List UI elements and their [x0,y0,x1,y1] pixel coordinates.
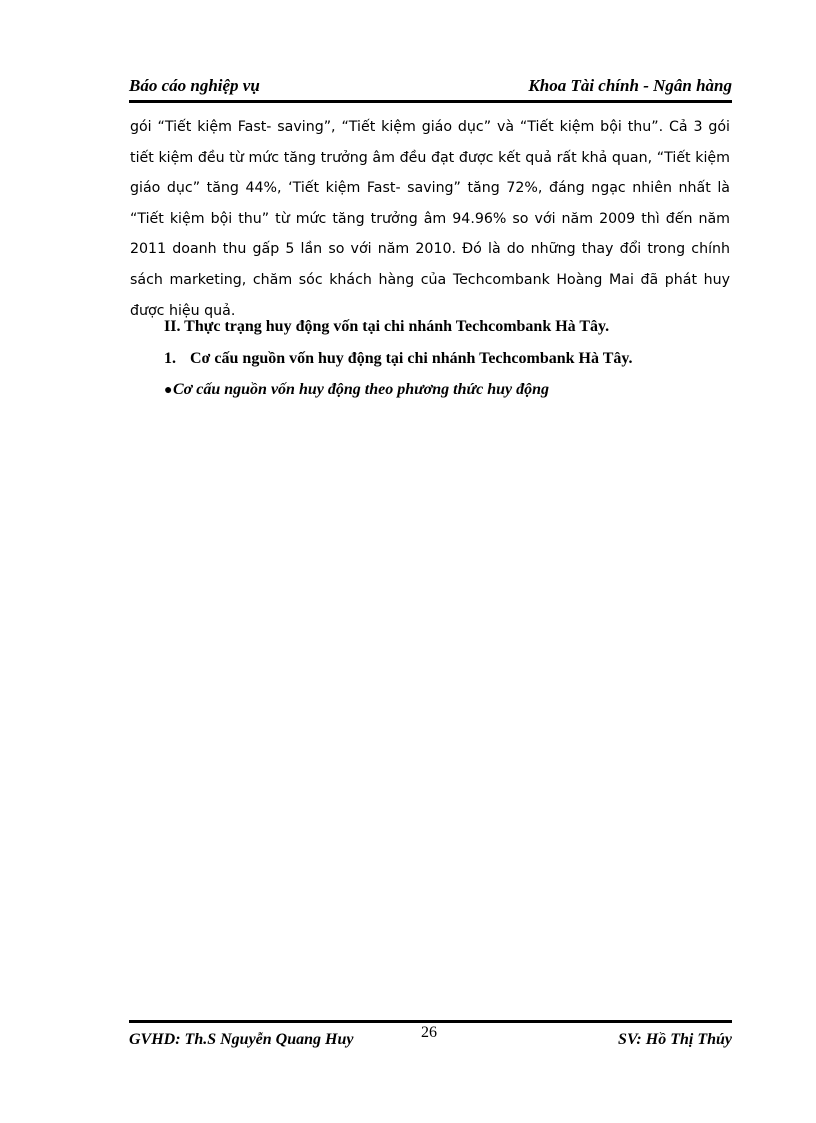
page-number: 26 [421,1024,437,1041]
section-heading: II. Thực trạng huy động vốn tại chi nhánh Techcombank Hà Tây. [164,318,610,335]
subsection-title: Cơ cấu nguồn vốn huy động tại chi nhánh Techcombank Hà Tây. [190,350,633,367]
page-header [129,70,732,101]
subsection-number: 1. [164,350,176,367]
body-paragraph: gói “Tiết kiệm Fast- saving”, “Tiết kiệm giáo dục” và “Tiết kiệm bội thu”. Cả 3 gói tiết kiệm đều từ mức tăng trưởng âm đều đạt được kết quả rất khả quan, “Tiết kiệm giáo dục” tăng 44%, ‘Tiết kiệm Fast- saving” tăng 72%, đáng ngạc nhiên nhất là “Tiết kiệm bội thu” từ mức tăng trưởng âm 94.96% so với năm 2009 thì đến năm 2011 doanh thu gấp 5 lần so với năm 2010. Đó là do những thay đổi trong chính sách marketing, chăm sóc khách hàng của Techcombank Hoàng Mai đã phát huy được hiệu quả. [130,119,730,319]
bullet-icon: ● [164,383,173,398]
header-faculty: Khoa Tài chính - Ngân hàng [528,76,732,95]
bullet-heading [164,381,549,399]
body-text [130,112,730,326]
header-report-title: Báo cáo nghiệp vụ [129,76,260,95]
subsection-heading [164,350,633,368]
footer-advisor: GVHD: Th.S Nguyễn Quang Huy [129,1031,354,1048]
page-footer [129,1022,732,1063]
bullet-heading-text: Cơ cấu nguồn vốn huy động theo phương thức huy động [173,381,549,398]
footer-student: SV: Hồ Thị Thúy [618,1031,732,1048]
